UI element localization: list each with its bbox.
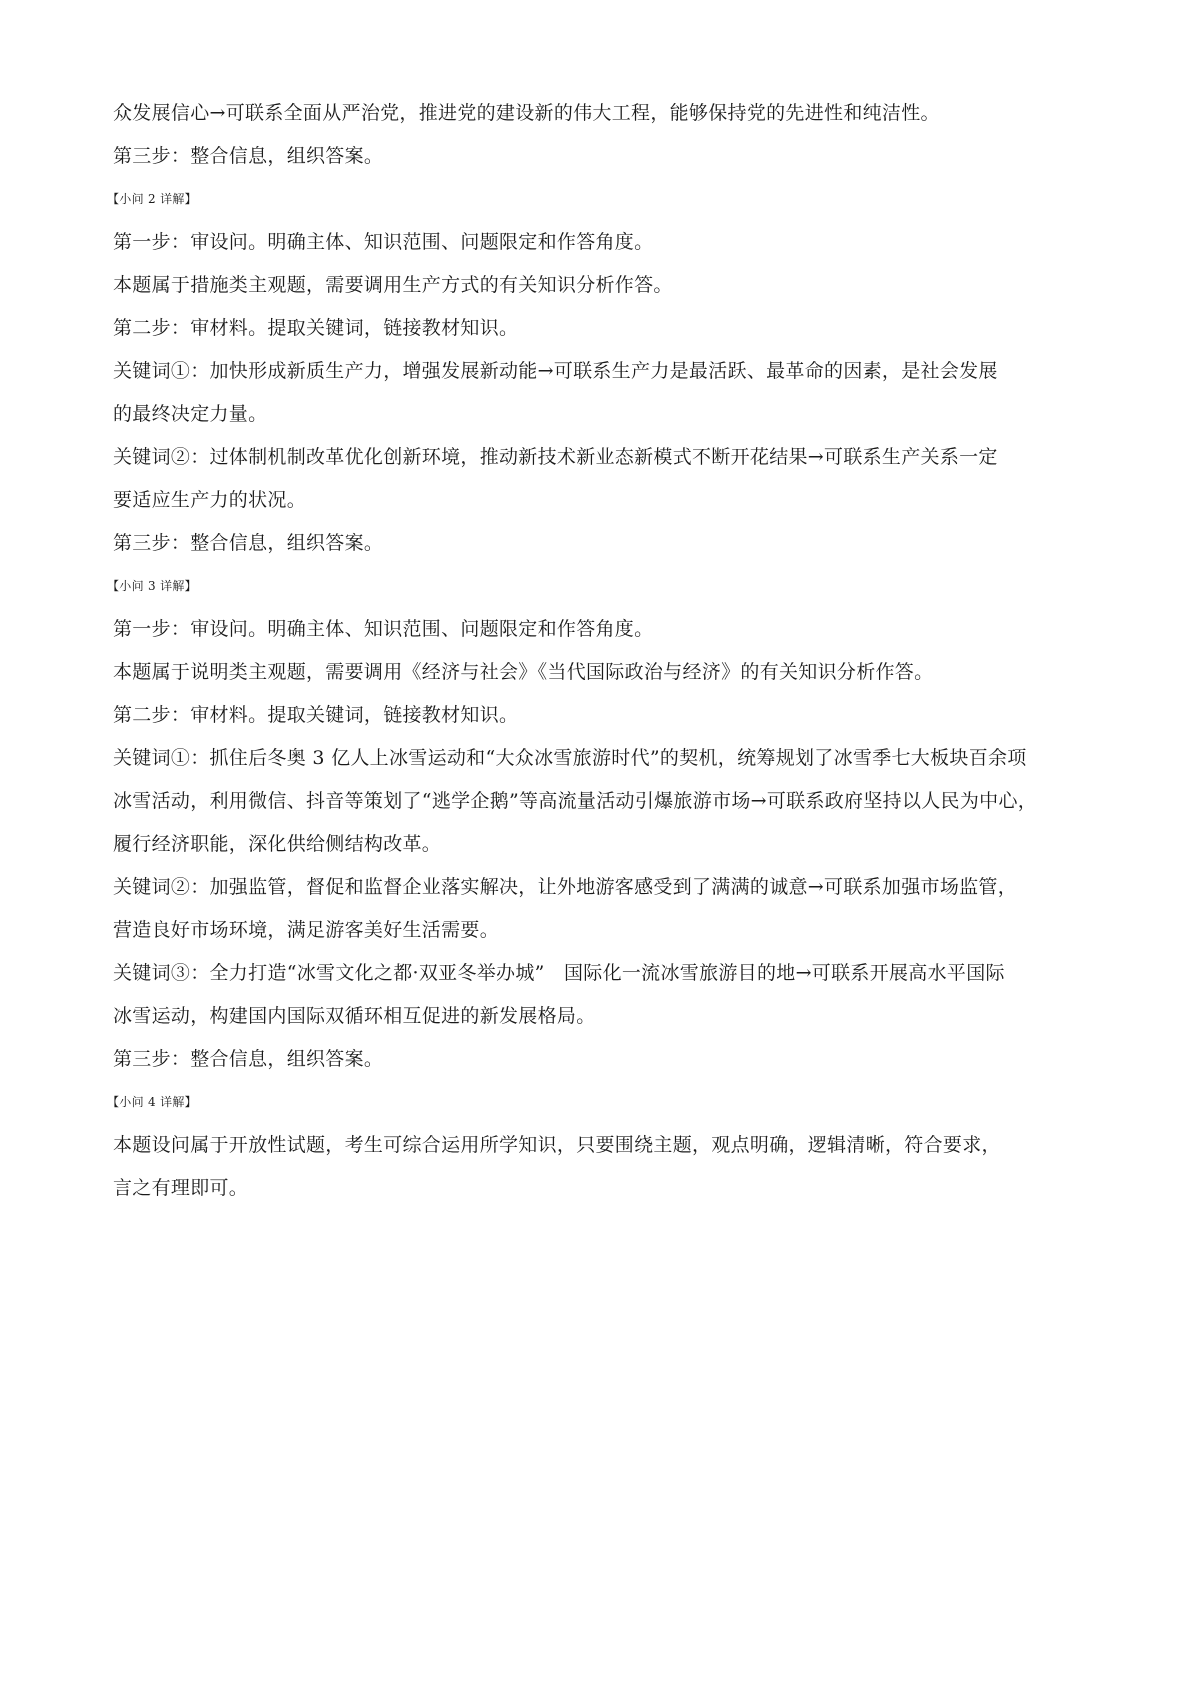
text-line: 冰雪运动，构建国内国际双循环相互促进的新发展格局。 bbox=[113, 1005, 596, 1027]
text-line: 关键词②：过体制机制改革优化创新环境，推动新技术新业态新模式不断开花结果→可联系生产关系一定 bbox=[113, 446, 998, 468]
text-line: 第二步：审材料。提取关键词，链接教材知识。 bbox=[113, 704, 519, 726]
text-line: 关键词①：加快形成新质生产力，增强发展新动能→可联系生产力是最活跃、最革命的因素，是社会发展 bbox=[113, 360, 998, 382]
text-line: 第三步：整合信息，组织答案。 bbox=[113, 145, 384, 167]
text-line: 第一步：审设问。明确主体、知识范围、问题限定和作答角度。 bbox=[113, 231, 654, 253]
section-heading: 【小问 4 详解】 bbox=[107, 1095, 197, 1109]
section-heading: 【小问 2 详解】 bbox=[107, 192, 197, 206]
text-line: 本题属于说明类主观题，需要调用《经济与社会》《当代国际政治与经济》的有关知识分析作答。 bbox=[113, 661, 934, 683]
text-line: 众发展信心→可联系全面从严治党，推进党的建设新的伟大工程，能够保持党的先进性和纯洁性。 bbox=[113, 102, 940, 124]
document-body bbox=[107, 92, 1103, 1210]
text-line: 关键词③：全力打造“冰雪文化之都·双亚冬举办城” 国际化一流冰雪旅游目的地→可联系开展高水平国际 bbox=[113, 962, 1005, 984]
text-line: 言之有理即可。 bbox=[113, 1177, 249, 1199]
text-line: 关键词②：加强监管，督促和监督企业落实解决，让外地游客感受到了满满的诚意→可联系加强市场监管， bbox=[113, 876, 1018, 898]
text-line: 履行经济职能，深化供给侧结构改革。 bbox=[113, 833, 442, 855]
text-line: 第三步：整合信息，组织答案。 bbox=[113, 1048, 384, 1070]
section-heading: 【小问 3 详解】 bbox=[107, 579, 197, 593]
text-line: 第三步：整合信息，组织答案。 bbox=[113, 532, 384, 554]
text-line: 第一步：审设问。明确主体、知识范围、问题限定和作答角度。 bbox=[113, 618, 654, 640]
text-line: 第二步：审材料。提取关键词，链接教材知识。 bbox=[113, 317, 519, 339]
text-line: 要适应生产力的状况。 bbox=[113, 489, 307, 511]
text-line: 营造良好市场环境，满足游客美好生活需要。 bbox=[113, 919, 500, 941]
text-line: 本题设问属于开放性试题，考生可综合运用所学知识，只要围绕主题，观点明确，逻辑清晰，符合要求， bbox=[113, 1134, 1001, 1156]
text-line: 的最终决定力量。 bbox=[113, 403, 268, 425]
text-line: 本题属于措施类主观题，需要调用生产方式的有关知识分析作答。 bbox=[113, 274, 673, 296]
text-line: 冰雪活动，利用微信、抖音等策划了“逃学企鹅”等高流量活动引爆旅游市场→可联系政府坚持以人民为中心， bbox=[113, 790, 1038, 812]
text-line: 关键词①：抓住后冬奥 3 亿人上冰雪运动和“大众冰雪旅游时代”的契机，统筹规划了冰雪季七大板块百余项 bbox=[113, 747, 1027, 769]
